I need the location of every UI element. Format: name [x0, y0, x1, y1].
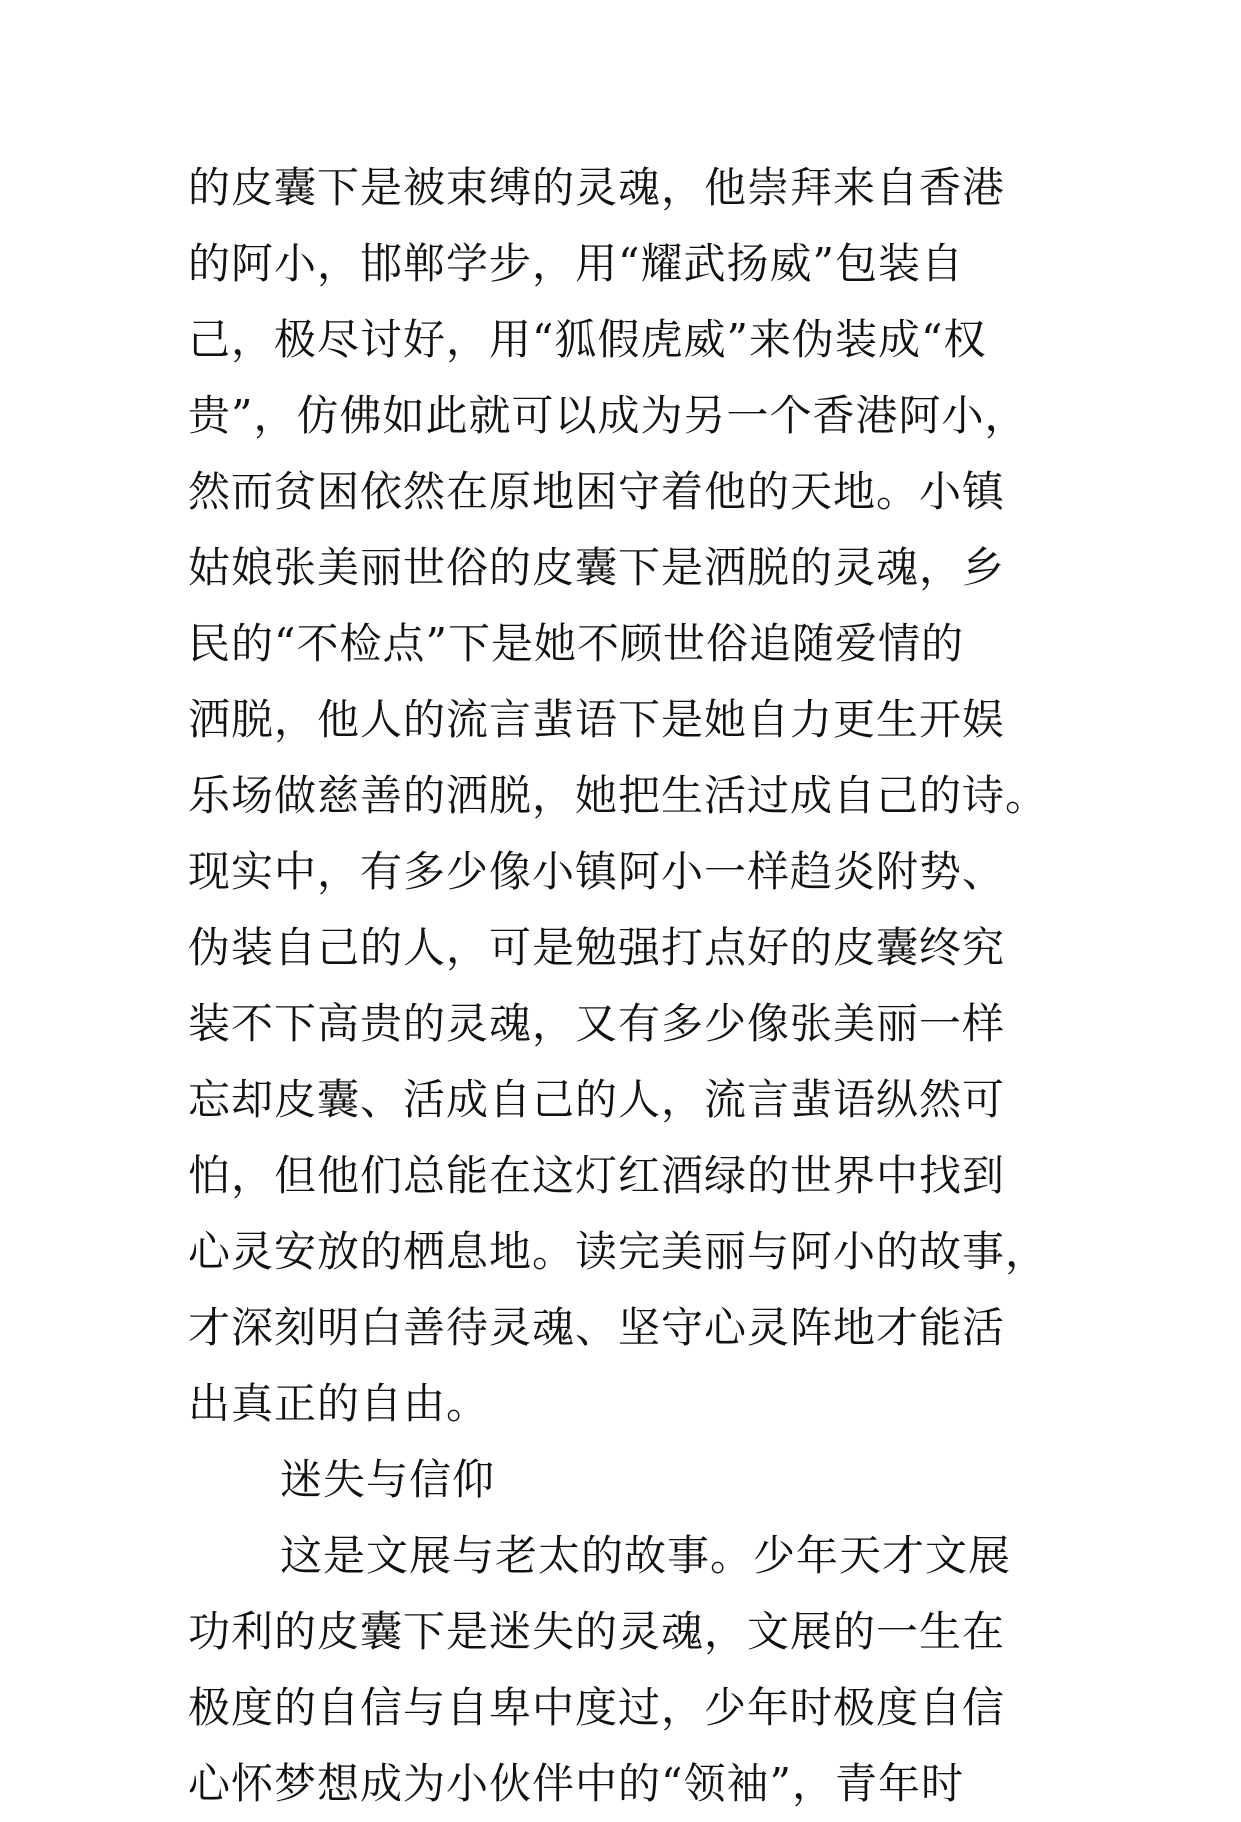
text-line: 现实中，有多少像小镇阿小一样趋炎附势、 — [188, 847, 1006, 896]
text-line: 怕，但他们总能在这灯红酒绿的世界中找到 — [188, 1151, 1006, 1200]
text-line: 伪装自己的人，可是勉强打点好的皮囊终究 — [188, 923, 1006, 972]
text-line: 忘却皮囊、活成自己的人，流言蜚语纵然可 — [188, 1075, 1006, 1124]
text-line: 极度的自信与自卑中度过，少年时极度自信 — [188, 1683, 1006, 1732]
text-line: 的阿小，邯郸学步，用“耀武扬威”包装自 — [188, 239, 964, 288]
text-line: 的皮囊下是被束缚的灵魂，他崇拜来自香港 — [188, 163, 1006, 212]
text-line: 心怀梦想成为小伙伴中的“领袖”，青年时 — [188, 1759, 964, 1808]
text-line: 乐场做慈善的洒脱，她把生活过成自己的诗。 — [188, 771, 1049, 820]
text-line: 装不下高贵的灵魂，又有多少像张美丽一样 — [188, 999, 1006, 1048]
text-line: 贵”，仿佛如此就可以成为另一个香港阿小， — [188, 391, 1028, 440]
paragraph-first-line: 这是文展与老太的故事。少年天才文展 — [280, 1531, 1012, 1580]
text-line: 才深刻明白善待灵魂、坚守心灵阵地才能活 — [188, 1303, 1006, 1352]
text-line: 功利的皮囊下是迷失的灵魂，文展的一生在 — [188, 1607, 1006, 1656]
text-line: 心灵安放的栖息地。读完美丽与阿小的故事， — [188, 1227, 1049, 1276]
body-text — [188, 150, 1068, 1822]
text-line: 姑娘张美丽世俗的皮囊下是洒脱的灵魂，乡 — [188, 543, 1006, 592]
text-line: 己，极尽讨好，用“狐假虎威”来伪装成“权 — [188, 315, 987, 364]
text-line: 民的“不检点”下是她不顾世俗追随爱情的 — [188, 619, 964, 668]
text-line: 洒脱，他人的流言蜚语下是她自力更生开娱 — [188, 695, 1006, 744]
section-heading: 迷失与信仰 — [280, 1455, 496, 1504]
text-line: 然而贫困依然在原地困守着他的天地。小镇 — [188, 467, 1006, 516]
text-line: 出真正的自由。 — [188, 1379, 490, 1428]
